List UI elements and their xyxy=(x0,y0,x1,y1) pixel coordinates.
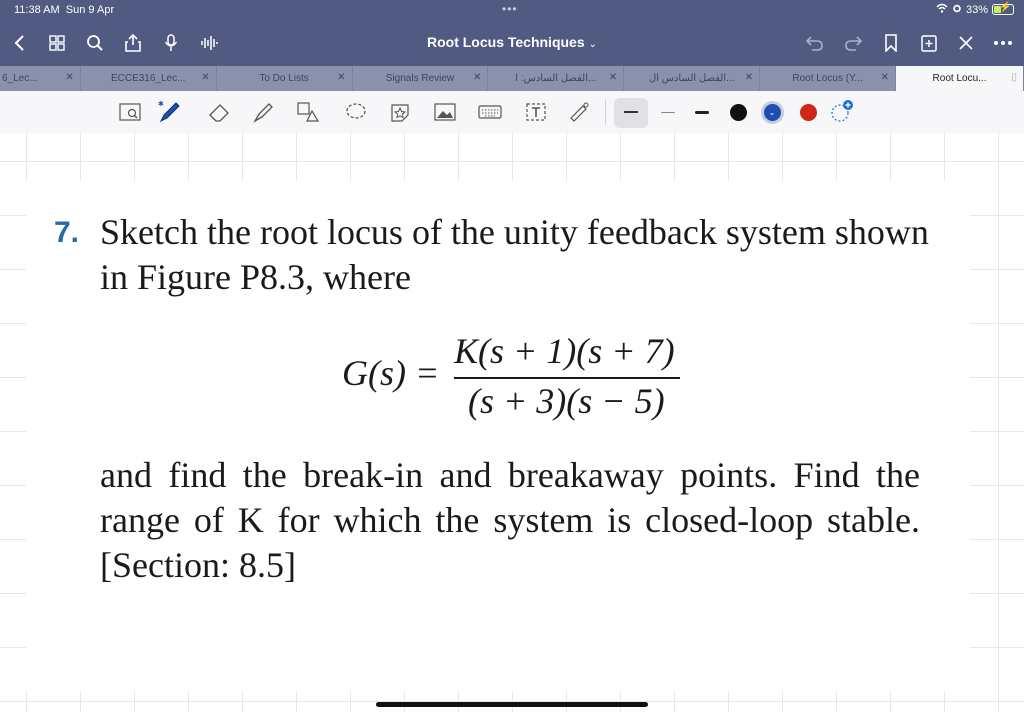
lasso-icon[interactable] xyxy=(344,101,368,123)
color-blue-swatch[interactable]: ⌄ xyxy=(760,101,784,123)
tab-item[interactable] xyxy=(217,66,353,91)
keyboard-icon[interactable] xyxy=(478,101,502,123)
tab-item-active[interactable] xyxy=(896,66,1024,91)
undo-icon[interactable] xyxy=(804,32,826,54)
tab-label: Root Locu... xyxy=(932,73,987,84)
pen-icon[interactable] xyxy=(158,101,182,123)
equation-lhs: G(s) = xyxy=(342,353,440,393)
instruction-line: range of K for which the system is closed-loop stable. xyxy=(100,500,920,540)
more-icon[interactable] xyxy=(992,32,1014,54)
thickness-thick-button[interactable] xyxy=(690,101,714,123)
tab-label: Root Locus (Y... xyxy=(792,73,863,84)
instruction-line: [Section: 8.5] xyxy=(100,545,296,585)
thickness-thin-button[interactable] xyxy=(619,101,643,123)
eraser-icon[interactable] xyxy=(208,101,232,123)
toolbar-divider xyxy=(605,99,606,125)
fraction-bar xyxy=(454,377,680,379)
equation-denominator: (s + 3)(s − 5) xyxy=(468,381,665,421)
battery-icon: ⚡ xyxy=(992,4,1014,15)
bookmark-icon[interactable] xyxy=(880,32,902,54)
problem-line-2: in Figure P8.3, where xyxy=(100,257,411,297)
close-tab-icon[interactable]: ✕ xyxy=(473,72,482,83)
problem-instructions xyxy=(100,453,920,588)
instruction-line: and find the break-in and breakaway points. Find the xyxy=(100,455,920,495)
close-tab-icon[interactable]: ✕ xyxy=(608,72,618,83)
tab-item[interactable] xyxy=(624,66,760,91)
tab-item[interactable] xyxy=(488,66,624,91)
status-time: 11:38 AM Sun 9 Apr xyxy=(14,4,115,16)
tab-label: الفصل السادس ال... xyxy=(648,73,735,84)
status-bar xyxy=(0,0,1024,22)
split-view-icon[interactable]: ▯ xyxy=(1011,72,1018,83)
close-tab-icon[interactable]: ✕ xyxy=(337,72,346,83)
multitask-dots[interactable]: ••• xyxy=(502,2,518,16)
close-tab-icon[interactable]: ✕ xyxy=(880,72,890,83)
wifi-icon xyxy=(936,3,948,16)
shapes-icon[interactable] xyxy=(296,101,320,123)
laser-pointer-icon[interactable] xyxy=(568,101,592,123)
tab-item[interactable] xyxy=(760,66,896,91)
zoom-box-icon[interactable] xyxy=(118,101,142,123)
tab-item[interactable] xyxy=(81,66,217,91)
home-indicator[interactable] xyxy=(376,702,648,707)
tab-label: الفصل السادس: ا... xyxy=(515,73,597,84)
battery-percent: 33% xyxy=(965,3,988,16)
close-tab-icon[interactable]: ✕ xyxy=(65,72,74,83)
image-icon[interactable] xyxy=(433,101,457,123)
tab-label: To Do Lists xyxy=(259,73,309,84)
close-tab-icon[interactable]: ✕ xyxy=(744,72,754,83)
document-title[interactable]: Root Locus Techniques ⌄ xyxy=(426,34,598,50)
status-right xyxy=(936,3,1014,16)
redo-icon[interactable] xyxy=(842,32,864,54)
add-color-icon[interactable] xyxy=(830,101,854,123)
tab-label: 6_Lec... xyxy=(2,73,38,84)
close-tab-icon[interactable]: ✕ xyxy=(201,72,210,83)
color-red-swatch[interactable] xyxy=(796,101,820,123)
tool-bar xyxy=(0,91,1024,133)
sticker-icon[interactable] xyxy=(388,101,412,123)
highlighter-icon[interactable] xyxy=(252,101,276,123)
color-black-swatch[interactable] xyxy=(726,101,750,123)
alarm-icon xyxy=(952,3,962,16)
tab-item[interactable] xyxy=(353,66,489,91)
tab-item[interactable] xyxy=(0,66,81,91)
text-tool-icon[interactable] xyxy=(524,101,548,123)
tab-label: ECCE316_Lec... xyxy=(110,73,186,84)
navigation-bar xyxy=(0,22,1024,66)
problem-number: 7. xyxy=(54,216,80,249)
equation-numerator: K(s + 1)(s + 7) xyxy=(454,331,675,371)
problem-line-1: Sketch the root locus of the unity feedback system shown xyxy=(100,212,929,252)
close-icon[interactable] xyxy=(955,32,977,54)
add-page-icon[interactable] xyxy=(918,32,940,54)
thickness-medium-button[interactable] xyxy=(656,101,680,123)
tab-strip xyxy=(0,66,1024,91)
svg-text:✱: ✱ xyxy=(158,100,164,108)
tab-label: Signals Review xyxy=(385,73,455,84)
